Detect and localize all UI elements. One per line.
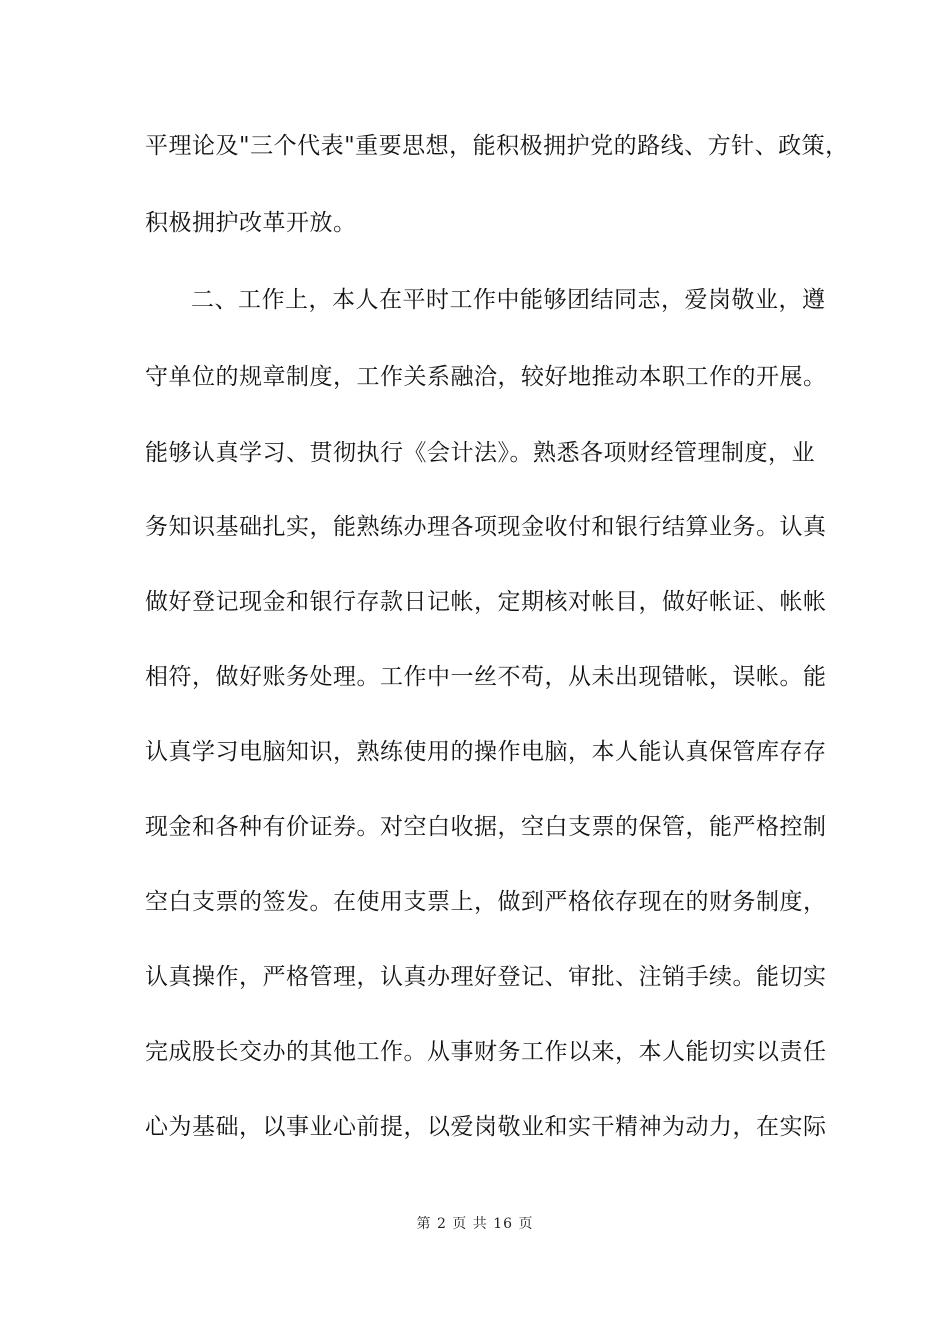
body-text-line: 平理论及"三个代表"重要思想，能积极拥护党的路线、方针、政策， bbox=[145, 133, 849, 159]
body-text-line: 做好登记现金和银行存款日记帐，定期核对帐目，做好帐证、帐帐 bbox=[145, 589, 827, 615]
body-text-line: 认真操作，严格管理，认真办理好登记、审批、注销手续。能切实 bbox=[145, 964, 827, 990]
body-text-line: 务知识基础扎实，能熟练办理各项现金收付和银行结算业务。认真 bbox=[145, 514, 827, 540]
page-number-footer: 第 2 页 共 16 页 bbox=[416, 1216, 534, 1232]
body-text-line: 心为基础，以事业心前提，以爱岗敬业和实干精神为动力，在实际 bbox=[145, 1114, 827, 1140]
body-text-line: 完成股长交办的其他工作。从事财务工作以来，本人能切实以责任 bbox=[145, 1039, 827, 1065]
body-text-line: 现金和各种有价证券。对空白收据，空白支票的保管，能严格控制 bbox=[145, 814, 827, 840]
body-text-line: 空白支票的签发。在使用支票上，做到严格依存现在的财务制度， bbox=[145, 889, 827, 915]
body-text-line: 相符，做好账务处理。工作中一丝不苟，从未出现错帐，误帐。能 bbox=[145, 664, 827, 690]
paragraph-start-line: 二、工作上，本人在平时工作中能够团结同志，爱岗敬业，遵 bbox=[191, 287, 826, 313]
body-text-line: 能够认真学习、贯彻执行《会计法》。熟悉各项财经管理制度，业 bbox=[145, 440, 815, 466]
body-text-line: 守单位的规章制度，工作关系融洽，较好地推动本职工作的开展。 bbox=[145, 364, 827, 390]
body-text-line: 认真学习电脑知识，熟练使用的操作电脑，本人能认真保管库存存 bbox=[145, 739, 827, 765]
body-text-line: 积极拥护改革开放。 bbox=[145, 210, 357, 236]
